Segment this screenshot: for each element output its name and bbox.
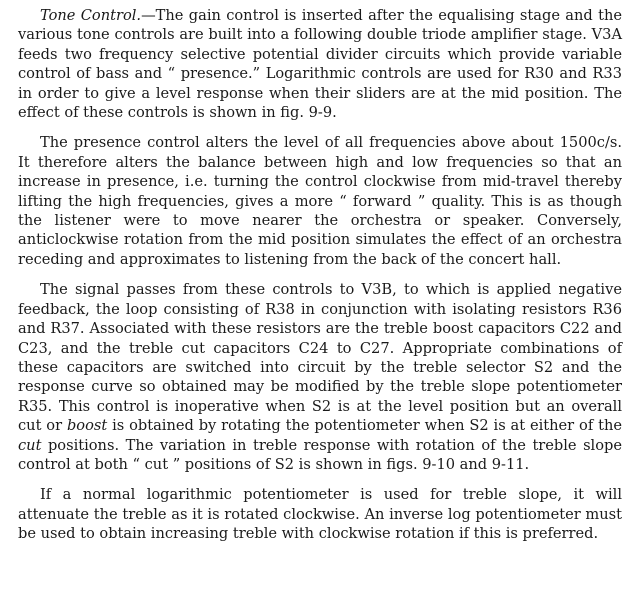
paragraph-text: positions. The variation in treble response with rotation of the treble slope control at both “ cut ” positions of S2 is shown in figs. 9-10 and 9-11.: [18, 436, 622, 473]
emphasis-cut: cut: [18, 436, 42, 454]
paragraph-treble-slope: [18, 485, 622, 543]
document-page: [18, 6, 622, 544]
paragraph-signal-path: [18, 280, 622, 474]
paragraph-text: —The gain control is inserted after the equalising stage and the various tone controls are built into a following double triode amplifier stage. V3A feeds two frequency selective potential divider circuits which provide variable control of bass and “ presence.” Logarithmic controls are used for R30 and R33 in order to give a level response when their sliders are at the mid position. The effect of these controls is shown in fig. 9-9.: [18, 7, 622, 122]
paragraph-text: is obtained by rotating the potentiometer when S2 is at either of the: [107, 417, 622, 435]
paragraph-presence-control: [18, 133, 622, 269]
paragraph-tone-control: [18, 6, 622, 122]
paragraph-text: The signal passes from these controls to V3B, to which is applied negative feedback, the loop consisting of R38 in conjunction with isolating resistors R36 and R37. Associated with these resistors are the treble boost capacitors C22 and C23, and the treble cut capacitors C24 to C27. Appropriate combinations of these capacitors are switched into circuit by the treble selector S2 and the response curve so obtained may be modified by the treble slope potentiometer R35. This control is inoperative when S2 is at the level position but an overall cut or: [18, 281, 622, 435]
section-lead-heading: Tone Control.: [40, 7, 142, 24]
paragraph-text: The presence control alters the level of all frequencies above about 1500c/s. It therefore alters the balance between high and low frequencies so that an increase in presence, i.e. turning the control clockwise from mid-travel thereby lifting the high frequencies, gives a more “ forward ” quality. This is as though the listener were to move nearer the orchestra or speaker. Conversely, anticlockwise rotation from the mid position simulates the effect of an orchestra receding and approximates to listening from the back of the concert hall.: [18, 134, 622, 268]
paragraph-text: If a normal logarithmic potentiometer is used for treble slope, it will attenuate the treble as it is rotated clockwise. An inverse log potentiometer must be used to obtain increasing treble with clockwise rotation if this is preferred.: [18, 486, 622, 543]
emphasis-boost: boost: [66, 417, 108, 435]
